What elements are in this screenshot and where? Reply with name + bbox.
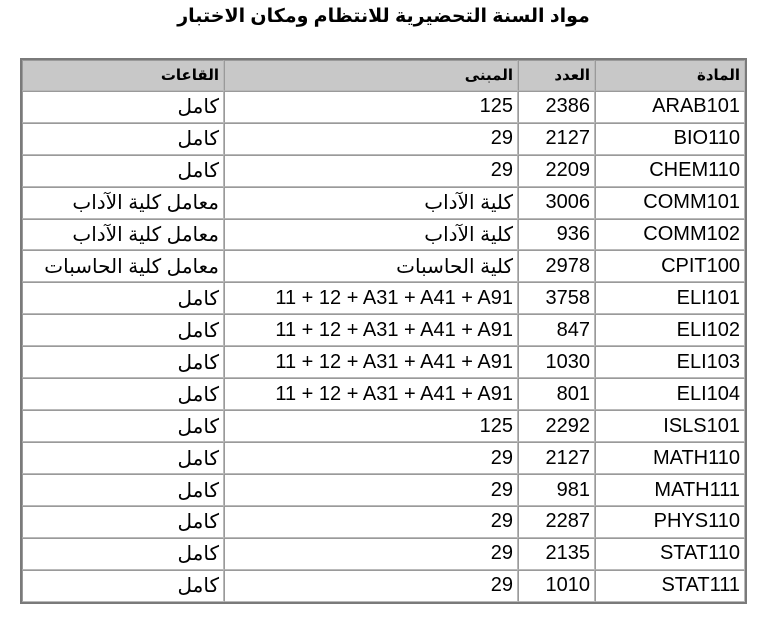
count-cell: 2292 bbox=[518, 410, 595, 442]
building-cell: كلية الحاسبات bbox=[224, 250, 518, 282]
course-cell: CHEM110 bbox=[595, 155, 745, 187]
table-row bbox=[22, 570, 745, 602]
building-cell: 11 + 12 + A31 + A41 + A91 bbox=[224, 346, 518, 378]
halls-cell: كامل bbox=[22, 410, 224, 442]
halls-cell: معامل كلية الآداب bbox=[22, 187, 224, 219]
table-row bbox=[22, 91, 745, 123]
building-cell: 11 + 12 + A31 + A41 + A91 bbox=[224, 378, 518, 410]
count-cell: 2127 bbox=[518, 442, 595, 474]
course-cell: PHYS110 bbox=[595, 506, 745, 538]
halls-cell: معامل كلية الحاسبات bbox=[22, 250, 224, 282]
halls-cell: كامل bbox=[22, 123, 224, 155]
course-cell: ISLS101 bbox=[595, 410, 745, 442]
halls-cell: كامل bbox=[22, 442, 224, 474]
halls-cell: كامل bbox=[22, 314, 224, 346]
halls-cell: كامل bbox=[22, 282, 224, 314]
building-cell: 125 bbox=[224, 410, 518, 442]
course-cell: CPIT100 bbox=[595, 250, 745, 282]
building-cell: 29 bbox=[224, 442, 518, 474]
course-cell: COMM101 bbox=[595, 187, 745, 219]
table-row bbox=[22, 250, 745, 282]
count-cell: 801 bbox=[518, 378, 595, 410]
table-row bbox=[22, 474, 745, 506]
course-cell: MATH111 bbox=[595, 474, 745, 506]
course-cell: ELI101 bbox=[595, 282, 745, 314]
table-row bbox=[22, 314, 745, 346]
table-row bbox=[22, 155, 745, 187]
course-cell: STAT110 bbox=[595, 538, 745, 570]
count-cell: 2209 bbox=[518, 155, 595, 187]
count-cell: 847 bbox=[518, 314, 595, 346]
building-cell: 29 bbox=[224, 570, 518, 602]
building-cell: 29 bbox=[224, 538, 518, 570]
count-cell: 1030 bbox=[518, 346, 595, 378]
halls-cell: كامل bbox=[22, 538, 224, 570]
building-cell: كلية الآداب bbox=[224, 219, 518, 251]
course-cell: BIO110 bbox=[595, 123, 745, 155]
halls-cell: كامل bbox=[22, 570, 224, 602]
table-row bbox=[22, 378, 745, 410]
table-row bbox=[22, 123, 745, 155]
count-cell: 2127 bbox=[518, 123, 595, 155]
count-cell: 2287 bbox=[518, 506, 595, 538]
header-row bbox=[22, 60, 745, 91]
building-cell: 125 bbox=[224, 91, 518, 123]
halls-cell: كامل bbox=[22, 91, 224, 123]
course-cell: ELI102 bbox=[595, 314, 745, 346]
table-row bbox=[22, 282, 745, 314]
course-cell: ELI104 bbox=[595, 378, 745, 410]
count-cell: 3006 bbox=[518, 187, 595, 219]
header-building: المبنى bbox=[224, 60, 518, 91]
course-cell: COMM102 bbox=[595, 219, 745, 251]
building-cell: 29 bbox=[224, 506, 518, 538]
course-cell: STAT111 bbox=[595, 570, 745, 602]
table-body bbox=[22, 60, 745, 602]
halls-cell: كامل bbox=[22, 474, 224, 506]
page-title: مواد السنة التحضيرية للانتظام ومكان الاختبار bbox=[177, 6, 590, 27]
building-cell: كلية الآداب bbox=[224, 187, 518, 219]
halls-cell: كامل bbox=[22, 346, 224, 378]
count-cell: 2978 bbox=[518, 250, 595, 282]
count-cell: 3758 bbox=[518, 282, 595, 314]
table-row bbox=[22, 442, 745, 474]
building-cell: 11 + 12 + A31 + A41 + A91 bbox=[224, 282, 518, 314]
count-cell: 936 bbox=[518, 219, 595, 251]
header-halls: القاعات bbox=[22, 60, 224, 91]
exam-schedule-table bbox=[20, 58, 747, 604]
course-cell: MATH110 bbox=[595, 442, 745, 474]
building-cell: 29 bbox=[224, 123, 518, 155]
building-cell: 29 bbox=[224, 155, 518, 187]
course-cell: ARAB101 bbox=[595, 91, 745, 123]
count-cell: 1010 bbox=[518, 570, 595, 602]
halls-cell: كامل bbox=[22, 378, 224, 410]
course-cell: ELI103 bbox=[595, 346, 745, 378]
count-cell: 2386 bbox=[518, 91, 595, 123]
halls-cell: كامل bbox=[22, 155, 224, 187]
table-row bbox=[22, 506, 745, 538]
header-course: المادة bbox=[595, 60, 745, 91]
header-count: العدد bbox=[518, 60, 595, 91]
halls-cell: كامل bbox=[22, 506, 224, 538]
table-row bbox=[22, 219, 745, 251]
table-row bbox=[22, 187, 745, 219]
table-row bbox=[22, 538, 745, 570]
count-cell: 981 bbox=[518, 474, 595, 506]
building-cell: 29 bbox=[224, 474, 518, 506]
table-row bbox=[22, 346, 745, 378]
count-cell: 2135 bbox=[518, 538, 595, 570]
building-cell: 11 + 12 + A31 + A41 + A91 bbox=[224, 314, 518, 346]
halls-cell: معامل كلية الآداب bbox=[22, 219, 224, 251]
table-row bbox=[22, 410, 745, 442]
